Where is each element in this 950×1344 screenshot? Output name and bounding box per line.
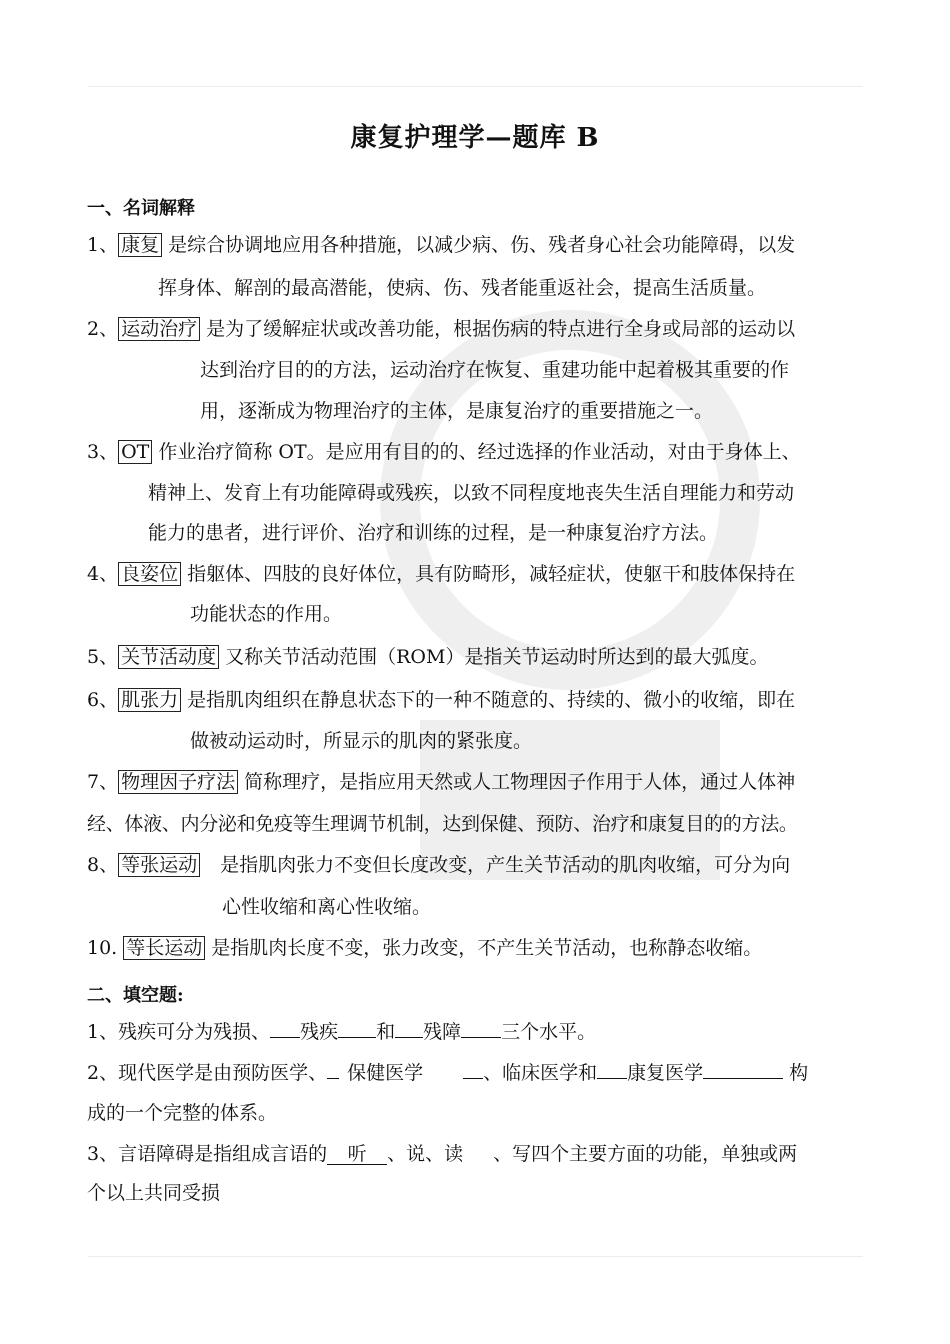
definition-item [87,770,795,794]
definition-item [87,440,801,464]
answer-text: 保健医学 [347,1062,424,1084]
section-heading-fill-in: 二、填空题: [87,985,184,1006]
definition-text: 心性收缩和离心性收缩。 [222,896,432,918]
question-text: 3、言语障碍是指组成言语的 [87,1143,328,1165]
question-text: 和 [376,1021,396,1043]
term-box: 关节活动度 [118,645,219,669]
footer-rule [88,1256,863,1257]
answer-blank [597,1078,627,1079]
answer-text: 残疾 [300,1021,339,1043]
fill-question-text: 个以上共同受损 [87,1182,221,1204]
answer-text: 康复医学 [627,1062,704,1084]
answer-blank [703,1078,783,1079]
answer-blank [395,1037,423,1038]
answer-blank [461,1037,501,1038]
item-number: 8、 [87,854,119,876]
item-number: 4、 [87,563,119,585]
answer-text: 残障 [423,1021,462,1043]
definition-text: 挥身体、解剖的最高潜能，使病、伤、残者能重返社会，提高生活质量。 [158,277,767,299]
item-number: 3、 [87,441,119,463]
section-heading-definitions: 一、名词解释 [87,198,195,219]
question-text: 2、现代医学是由预防医学、 [87,1062,328,1084]
term-box: OT [118,440,152,464]
definition-text: 是为了缓解症状或改善功能，根据伤病的特点进行全身或局部的运动以 [206,318,796,340]
term-box: 等长运动 [123,936,205,960]
header-rule [88,86,863,87]
answer-blank [338,1037,376,1038]
item-number: 1、 [87,234,119,256]
definition-text: 功能状态的作用。 [190,603,343,625]
question-text: 构 [789,1062,809,1084]
definition-item [87,317,795,341]
term-box: 康复 [118,233,162,257]
term-box: 运动治疗 [118,317,200,341]
item-number: 6、 [87,689,119,711]
definition-text: 是指肌肉长度不变，张力改变，不产生关节活动，也称静态收缩。 [211,937,763,959]
definition-item [87,936,762,960]
definition-text: 精神上、发育上有功能障碍或残疾，以致不同程度地丧失生活自理能力和劳动 [148,482,795,504]
definition-text: 指躯体、四肢的良好体位，具有防畸形，减轻症状，使躯干和肢体保持在 [187,563,796,585]
definition-text: 简称理疗，是指应用天然或人工物理因子作用于人体，通过人体神 [244,771,796,793]
definition-text: 是指肌肉张力不变但长度改变，产生关节活动的肌肉收缩，可分为向 [220,854,791,876]
term-box: 肌张力 [118,688,181,712]
definition-text: 是指肌肉组织在静息状态下的一种不随意的、持续的、微小的收缩，即在 [187,689,796,711]
page-title: 康复护理学—题库 B [350,123,600,153]
fill-question-text: 成的一个完整的体系。 [87,1102,278,1124]
question-text: 三个水平。 [501,1021,597,1043]
definition-text: 是综合协调地应用各种措施，以减少病、伤、残者身心社会功能障碍，以发 [168,234,796,256]
definition-item [87,688,795,712]
definition-text: 用，逐渐成为物理治疗的主体，是康复治疗的重要措施之一。 [200,400,714,422]
answer-blank [327,1078,339,1079]
answer-blank: 听 [327,1144,387,1165]
answer-blank [270,1037,300,1038]
question-text: 、说、读 [387,1143,464,1165]
definition-item [87,233,795,257]
definition-text: 又称关节活动范围（ROM）是指关节运动时所达到的最大弧度。 [225,646,769,668]
question-text: 1、残疾可分为残损、 [87,1021,271,1043]
definition-text: 达到治疗目的的方法，运动治疗在恢复、重建功能中起着极其重要的作 [200,359,790,381]
definition-text: 作业治疗简称 OT。是应用有目的的、经过选择的作业活动，对由于身体上、 [158,441,801,463]
item-number: 5、 [87,646,119,668]
answer-blank [463,1078,483,1079]
term-box: 等张运动 [118,853,200,877]
definition-item [87,853,790,877]
item-number: 10. [87,937,118,959]
definition-text: 能力的患者，进行评价、治疗和训练的过程，是一种康复治疗方法。 [148,522,719,544]
term-box: 物理因子疗法 [118,770,238,794]
fill-question [87,1061,808,1085]
definition-item [87,645,768,669]
definition-item [87,562,795,586]
fill-question [87,1020,596,1044]
definition-text: 做被动运动时，所显示的肌肉的紧张度。 [190,730,533,752]
item-number: 2、 [87,318,119,340]
fill-question [87,1142,797,1166]
term-box: 良姿位 [118,562,181,586]
question-text: 、写四个主要方面的功能，单独或两 [493,1143,798,1165]
question-text: 、临床医学和 [483,1062,598,1084]
item-number: 7、 [87,771,119,793]
definition-text: 经、体液、内分泌和免疫等生理调节机制，达到保健、预防、治疗和康复目的的方法。 [87,813,798,835]
